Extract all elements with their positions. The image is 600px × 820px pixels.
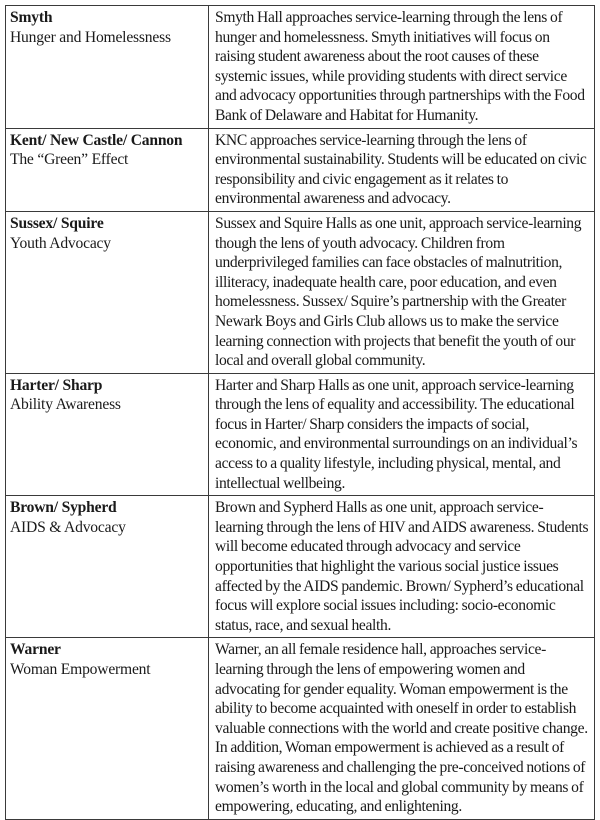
hall-cell [6, 128, 209, 211]
description-cell [209, 6, 595, 129]
description-text: Brown and Sypherd Halls as one unit, approach service-learning through the lens of HIV and AIDS awareness. Students will become educated through advocacy and service opportunities that highlight the various social justice issues affected by the AIDS pandemic. Brown/ Sypherd’s educational focus will explore social issues including: socio-economic status, race, and sexual health. [215, 499, 589, 634]
residence-hall-service-learning-table [5, 5, 595, 820]
table-row [6, 6, 595, 129]
theme-name: Woman Empowerment [10, 661, 151, 678]
description-text: Smyth Hall approaches service-learning through the lens of hunger and homelessness. Smyth initiatives will focus on raising student awareness about the root causes of these systemic issues, while providing students with direct service and advocacy opportunities through partnerships with the Food Bank of Delaware and Habitat for Humanity. [215, 9, 585, 124]
hall-name: Sussex/ Squire [10, 214, 104, 232]
theme-name: The “Green” Effect [10, 151, 129, 169]
table-row [6, 128, 595, 211]
table-row [6, 638, 595, 819]
description-cell [209, 211, 595, 373]
hall-cell [6, 6, 209, 129]
table-row [6, 496, 595, 638]
description-cell [209, 638, 595, 819]
description-cell [209, 373, 595, 496]
hall-name: Brown/ Sypherd [10, 499, 117, 517]
hall-name: Kent/ New Castle/ Cannon [10, 131, 183, 149]
hall-cell [6, 638, 209, 819]
hall-cell [6, 211, 209, 373]
hall-cell [6, 373, 209, 496]
description-text: KNC approaches service-learning through the lens of environmental sustainability. Students will be educated on civic responsibility and civic engagement as it relates to environmental awareness and advocacy. [215, 131, 587, 208]
hall-name: Harter/ Sharp [10, 376, 103, 394]
theme-name: AIDS & Advocacy [10, 518, 126, 536]
hall-name: Smyth [10, 9, 53, 26]
description-text: Harter and Sharp Halls as one unit, approach service-learning through the lens of equality and accessibility. The educational focus in Harter/ Sharp considers the impacts of social, economic, and environmental surroundings on an individual’s access to a quality lifestyle, including physical, mental, and intellectual wellbeing. [215, 376, 578, 492]
hall-cell [6, 496, 209, 638]
table-row [6, 373, 595, 496]
hall-name: Warner [10, 641, 61, 659]
theme-name: Ability Awareness [10, 396, 121, 414]
description-cell [209, 128, 595, 211]
description-cell [209, 496, 595, 638]
theme-name: Youth Advocacy [10, 234, 111, 252]
table-row [6, 211, 595, 373]
theme-name: Hunger and Homelessness [10, 28, 171, 46]
description-text: Sussex and Squire Halls as one unit, approach service-learning though the lens of youth advocacy. Children from underprivileged families can face obstacles of malnutrition, illiteracy, inadequate health care, poor education, and even homelessness. Sussex/ Squire’s partnership with the Greater Newark Boys and Girls Club allows us to make the service learning connection with projects that benefit the youth of our local and overall global community. [215, 214, 582, 370]
description-text: Warner, an all female residence hall, approaches service-learning through the lens of empowering women and advocating for gender equality. Woman empowerment is the ability to become acquainted with oneself in order to establish valuable connections with the world and create positive change. In addition, Woman empowerment is achieved as a result of raising awareness and challenging the pre-conceived notions of women’s worth in the local and global community by means of empowering, educating, and enlightening. [215, 641, 588, 816]
